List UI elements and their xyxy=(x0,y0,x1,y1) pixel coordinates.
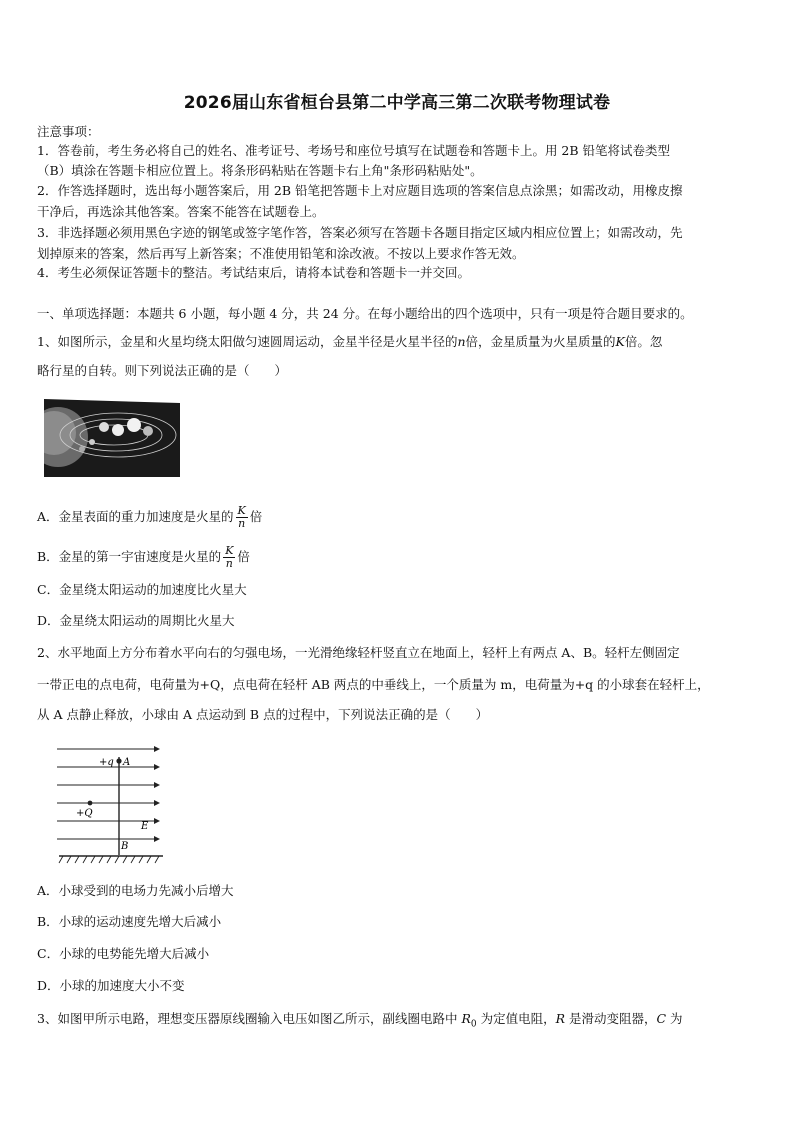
label-plus-q: +q xyxy=(99,757,114,768)
exam-title: 2026届山东省桓台县第二中学高三第二次联考物理试卷 xyxy=(183,93,611,113)
notice-line: 2．作答选择题时，选出每小题答案后，用 2B 铅笔把答题卡上对应题目选项的答案信息点涂黑；如需改动，用橡皮擦 xyxy=(37,183,683,198)
q2-stem-line3: 从 A 点静止释放，小球由 A 点运动到 B 点的过程中，下列说法正确的是（ ） xyxy=(37,707,489,722)
q1-option-c: C．金星绕太阳运动的加速度比火星大 xyxy=(37,582,247,597)
label-plus-big-q: +Q xyxy=(76,808,93,819)
notice-line: （B）填涂在答题卡相应位置上。将条形码粘贴在答题卡右上角"条形码粘贴处"。 xyxy=(37,163,483,178)
fraction-k-over-n: $\frac{K}{n}$ xyxy=(237,504,246,530)
q2-stem-line2: 一带正电的点电荷，电荷量为+Q，点电荷在轻杆 AB 两点的中垂线上，一个质量为 m，电荷量为+q 的小球套在轻杆上， xyxy=(37,677,710,692)
q1-stem-line2: 略行星的自转。则下列说法正确的是（ ） xyxy=(37,363,288,378)
q1-option-b: B．金星的第一宇宙速度是火星的 $\frac{K}{n}$ 倍 xyxy=(37,544,250,570)
label-e: E xyxy=(141,821,149,832)
q2-option-d: D．小球的加速度大小不变 xyxy=(37,978,185,993)
fraction-k-over-n: $\frac{K}{n}$ xyxy=(225,544,234,570)
q2-option-c: C．小球的电势能先增大后减小 xyxy=(37,946,210,961)
electric-field-diagram xyxy=(57,745,167,867)
q1-option-a: A．金星表面的重力加速度是火星的 $\frac{K}{n}$ 倍 xyxy=(37,504,263,530)
label-b: B xyxy=(121,841,129,852)
q2-option-a: A．小球受到的电场力先减小后增大 xyxy=(37,883,234,898)
notice-line: 1．答卷前，考生务必将自己的姓名、准考证号、考场号和座位号填写在试题卷和答题卡上。用 2B 铅笔将试卷类型 xyxy=(37,143,671,158)
notice-line: 4．考生必须保证答题卡的整洁。考试结束后，请将本试卷和答题卡一并交回。 xyxy=(37,265,470,280)
label-a: A xyxy=(123,757,131,768)
notice-line: 3．非选择题必须用黑色字迹的钢笔或签字笔作答，答案必须写在答题卡各题目指定区域内相应位置上；如需改动，先 xyxy=(37,225,683,240)
notice-line: 干净后，再选涂其他答案。答案不能答在试题卷上。 xyxy=(37,204,325,219)
q2-stem-line1: 2、水平地面上方分布着水平向右的匀强电场，一光滑绝缘轻杆竖直立在地面上，轻杆上有两点 A、B。轻杆左侧固定 xyxy=(37,645,680,660)
q3-stem-line1: 3、如图甲所示电路，理想变压器原线圈输入电压如图乙所示，副线圈电路中 $R_0$ 为定值电阻，R 是滑动变阻器，C 为 xyxy=(37,1011,683,1030)
section-heading: 一、单项选择题：本题共 6 小题，每小题 4 分，共 24 分。在每小题给出的四个选项中，只有一项是符合题目要求的。 xyxy=(37,306,693,321)
q1-stem-line1: 1、如图所示，金星和火星均绕太阳做匀速圆周运动，金星半径是火星半径的n倍，金星质量为火星质量的K倍。忽 xyxy=(37,334,663,349)
q2-option-b: B．小球的运动速度先增大后减小 xyxy=(37,914,222,929)
solar-system-image xyxy=(44,397,180,479)
notice-line: 划掉原来的答案，然后再写上新答案；不准使用铅笔和涂改液。不按以上要求作答无效。 xyxy=(37,246,525,261)
q1-option-d: D．金星绕太阳运动的周期比火星大 xyxy=(37,613,235,628)
notice-heading: 注意事项： xyxy=(37,124,100,139)
